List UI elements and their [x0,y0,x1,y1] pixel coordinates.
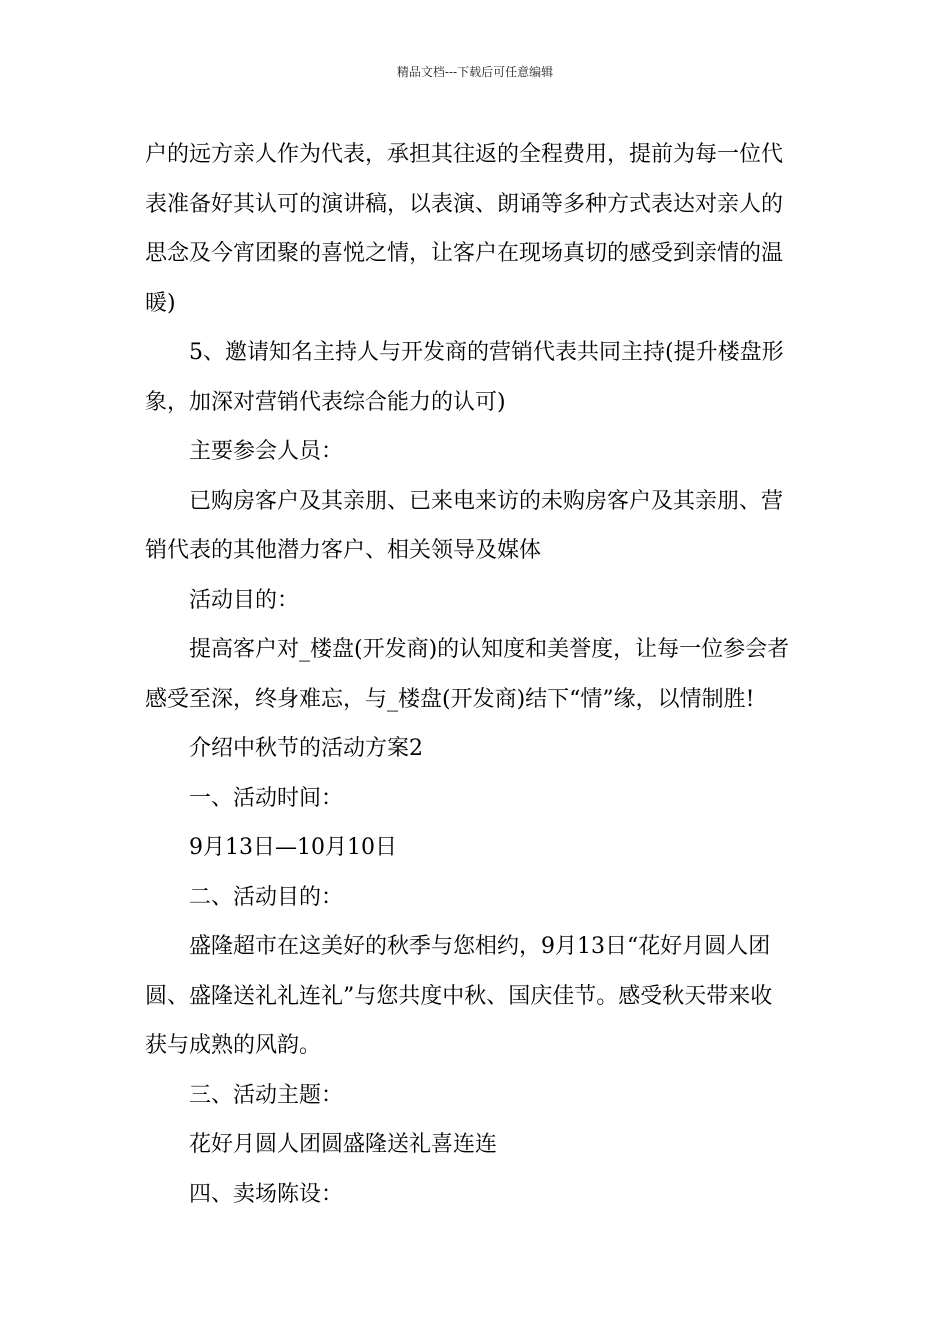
heading-activity-theme [145,1071,810,1121]
text-line: 一、活动时间： [189,785,344,811]
text-line: 介绍中秋节的活动方案2 [189,736,423,761]
paragraph-purpose [145,625,810,724]
paragraph-relatives-invitation [145,130,810,328]
text-line: 四、卖场陈设： [189,1181,344,1207]
paragraph-activity-theme [145,1120,810,1170]
text-line: 感受至深，终身难忘，与_楼盘(开发商)结下“情”缘，以情制胜! [145,686,755,712]
text-line: 表准备好其认可的演讲稿，以表演、朗诵等多种方式表达对亲人的 [145,191,784,217]
text-line: 提高客户对_楼盘(开发商)的认知度和美誉度，让每一位参会者 [189,637,790,662]
paragraph-activity-dates [145,823,810,873]
text-line: 花好月圆人团圆盛隆送礼喜连连 [189,1132,498,1157]
paragraph-host-invitation [145,328,810,427]
text-line: 二、活动目的： [189,884,344,910]
text-line: 圆、盛隆送礼礼连礼”与您共度中秋、国庆佳节。感受秋天带来收 [145,983,773,1009]
text-line: 获与成熟的风韵。 [145,1033,322,1058]
section-title-plan-2 [145,724,810,774]
text-line: 9月13日—10月10日 [189,835,397,860]
heading-activity-time [145,774,810,824]
heading-purpose [145,576,810,626]
paragraph-activity-purpose [145,922,810,1071]
heading-store-display [145,1170,810,1220]
heading-attendees [145,427,810,477]
paragraph-attendees [145,477,810,576]
text-line: 盛隆超市在这美好的秋季与您相约，9月13日“花好月圆人团 [189,934,771,959]
text-line: 销代表的其他潜力客户、相关领导及媒体 [145,538,542,563]
page-header: 精品文档---下载后可任意编辑 [396,65,554,79]
text-line: 暖) [145,290,176,316]
text-line: 象，加深对营销代表综合能力的认可) [145,389,506,415]
text-line: 5、邀请知名主持人与开发商的营销代表共同主持(提升楼盘形 [189,340,784,365]
document-body [145,130,810,1219]
text-line: 三、活动主题： [189,1082,344,1108]
text-line: 户的远方亲人作为代表，承担其往返的全程费用，提前为每一位代 [145,142,784,167]
text-line: 已购房客户及其亲朋、已来电来访的未购房客户及其亲朋、营 [189,488,784,514]
text-line: 主要参会人员： [189,439,344,464]
text-line: 活动目的： [189,587,300,613]
text-line: 思念及今宵团聚的喜悦之情，让客户在现场真切的感受到亲情的温 [145,241,784,266]
heading-activity-purpose [145,873,810,923]
